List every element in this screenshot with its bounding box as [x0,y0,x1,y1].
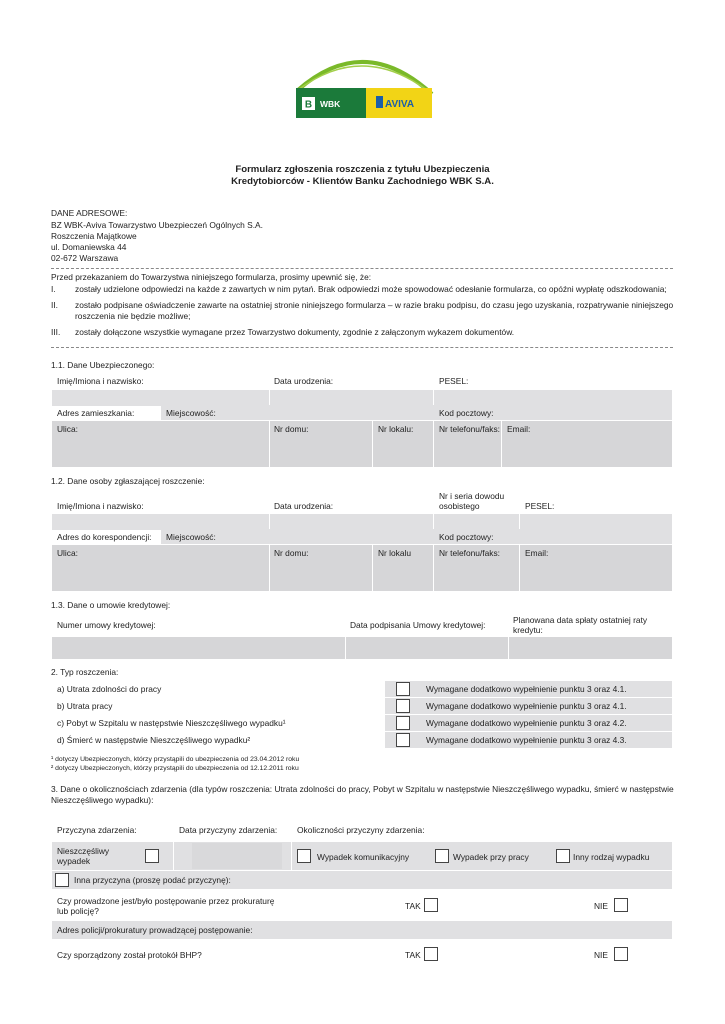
label-planned-date: kredytu: [513,625,543,635]
label-police-question: lub policję? [57,906,99,916]
label-id-number: Nr i seria dowodu [439,491,505,501]
label-work-accident: Wypadek przy pracy [453,852,529,862]
label-no: NIE [594,950,608,960]
intro-item-num: II. [51,300,58,310]
label-cause: Przyczyna zdarzenia: [57,825,137,835]
bhp-yes-checkbox[interactable] [424,947,438,961]
form-title-line2: Kredytobiorców - Klientów Banku Zachodniego WBK S.A. [231,176,494,187]
label-contract-number: Numer umowy kredytowej: [57,620,156,630]
traffic-accident-checkbox[interactable] [297,849,311,863]
label-circumstances: Okoliczności przyczyny zdarzenia: [297,825,425,835]
intro-lead: Przed przekazaniem do Towarzystwa niniejszego formularza, prosimy upewnić się, że: [51,272,372,282]
label-email: Email: [507,424,531,434]
label-dob: Data urodzenia: [274,501,334,511]
claim-type-note: Wymagane dodatkowo wypełnienie punktu 3 oraz 4.1. [426,684,627,694]
claim-type-a-checkbox[interactable] [396,682,410,696]
section-1-3-heading: 1.3. Dane o umowie kredytowej: [51,600,171,610]
claim-type-label: c) Pobyt w Szpitalu w następstwie Nieszczęśliwego wypadku¹ [57,718,286,728]
label-yes: TAK [405,901,421,911]
insured-city-field[interactable] [161,405,672,420]
label-house: Nr domu: [274,548,309,558]
claimant-street-field[interactable] [52,545,672,591]
claimant-city-field[interactable] [161,529,672,544]
section-1-2-heading: 1.2. Dane osoby zgłaszającej roszczenie: [51,476,205,486]
label-phone: Nr telefonu/faks: [439,424,500,434]
intro-item-text: roszczenia nie będzie możliwe; [75,311,191,321]
intro-item-text: zostało podpisane oświadczenie zawarte na ostatniej stronie niniejszego formularza – w razie braku podpisu, do czasu jego uzyskania, rozpatrywanie niniejszego [75,300,674,310]
label-other-cause: Inna przyczyna (proszę podać przyczynę): [74,875,231,885]
company-logo [290,50,438,128]
accident-checkbox[interactable] [145,849,159,863]
claim-type-note: Wymagane dodatkowo wypełnienie punktu 3 oraz 4.2. [426,718,627,728]
label-pesel: PESEL: [525,501,555,511]
label-name: Imię/Imiona i nazwisko: [57,376,144,386]
intro-item-text: zostały dołączone wszystkie wymagane przez Towarzystwo dokumenty, zgodnie z załączonym wykazem dokumentów. [75,327,515,337]
claim-type-c-checkbox[interactable] [396,716,410,730]
address-line: ul. Domaniewska 44 [51,242,127,252]
footnote-1: ¹ dotyczy Ubezpieczonych, którzy przystąpili do ubezpieczenia od 23.04.2012 roku [51,756,300,763]
label-flat: Nr lokalu: [378,424,414,434]
label-street: Ulica: [57,424,78,434]
form-title-line1: Formularz zgłoszenia roszczenia z tytułu Ubezpieczenia [235,164,490,175]
label-planned-date: Planowana data spłaty ostatniej raty [513,615,648,625]
label-accident: wypadek [57,856,91,866]
other-cause-checkbox[interactable] [55,873,69,887]
section-3-heading: Nieszczęśliwego wypadku): [51,795,154,805]
label-bhp-question: Czy sporządzony został protokół BHP? [57,950,202,960]
section-2-heading: 2. Typ roszczenia: [51,667,119,677]
label-postal: Kod pocztowy: [439,532,494,542]
label-address: Adres do korespondencji: [57,532,152,542]
claim-type-label: d) Śmierć w następstwie Nieszczęśliwego wypadku² [57,735,251,745]
label-phone: Nr telefonu/faks: [439,548,500,558]
logo-aviva-text: AVIVA [385,99,415,110]
claim-type-label: b) Utrata pracy [57,701,113,711]
label-house: Nr domu: [274,424,309,434]
bhp-no-checkbox[interactable] [614,947,628,961]
label-dob: Data urodzenia: [274,376,334,386]
section-3-heading: 3. Dane o okolicznościach zdarzenia (dla typów roszczenia: Utrata zdolności do pracy, Pobyt w Szpitalu w następstwie Nieszczęśliwego wypadku, śmierć w następstwie [51,784,674,794]
label-yes: TAK [405,950,421,960]
label-traffic-accident: Wypadek komunikacyjny [317,852,410,862]
label-accident: Nieszczęśliwy [57,846,110,856]
address-line: 02-672 Warszawa [51,253,119,263]
police-no-checkbox[interactable] [614,898,628,912]
intro-item-num: I. [51,284,56,294]
address-heading: DANE ADRESOWE: [51,208,128,218]
insured-name-field[interactable] [52,390,672,406]
svg-text:B: B [304,99,313,111]
divider [51,347,673,348]
address-line: Roszczenia Majątkowe [51,231,137,241]
divider [51,268,673,269]
logo-wbk-text: WBK [320,99,341,109]
police-yes-checkbox[interactable] [424,898,438,912]
label-postal: Kod pocztowy: [439,408,494,418]
address-line: BZ WBK-Aviva Towarzystwo Ubezpieczeń Ogólnych S.A. [51,220,263,230]
claim-type-label: a) Utrata zdolności do pracy [57,684,162,694]
label-cause-date: Data przyczyny zdarzenia: [179,825,278,835]
label-pesel: PESEL: [439,376,469,386]
label-email: Email: [525,548,549,558]
footnote-2: ² dotyczy Ubezpieczonych, którzy przystąpili do ubezpieczenia od 12.12.2011 roku [51,765,299,772]
work-accident-checkbox[interactable] [435,849,449,863]
label-name: Imię/Imiona i nazwisko: [57,501,144,511]
label-street: Ulica: [57,548,78,558]
contract-fields[interactable] [52,637,672,659]
intro-item-text: zostały udzielone odpowiedzi na każde z zawartych w nim pytań. Brak odpowiedzi może spowodować odesłanie formularza, co opóźni wypłatę odszkodowania; [75,284,667,294]
claimant-name-field[interactable] [52,514,672,530]
section-1-1-heading: 1.1. Dane Ubezpieczonego: [51,360,155,370]
other-accident-checkbox[interactable] [556,849,570,863]
label-flat: Nr lokalu [378,548,412,558]
label-police-question: Czy prowadzone jest/było postępowanie przez prokuraturę [57,896,275,906]
claim-type-note: Wymagane dodatkowo wypełnienie punktu 3 oraz 4.3. [426,735,627,745]
label-city: Miejscowość: [166,408,216,418]
claim-type-b-checkbox[interactable] [396,699,410,713]
label-police-address: Adres policji/prokuratury prowadzącej postępowanie: [57,925,253,935]
intro-item-num: III. [51,327,61,337]
label-id-number: osobistego [439,501,480,511]
claim-type-note: Wymagane dodatkowo wypełnienie punktu 3 oraz 4.1. [426,701,627,711]
insured-street-field[interactable] [52,421,672,467]
label-city: Miejscowość: [166,532,216,542]
label-address: Adres zamieszkania: [57,408,135,418]
label-no: NIE [594,901,608,911]
claim-type-d-checkbox[interactable] [396,733,410,747]
accident-date-field[interactable] [192,843,282,869]
label-contract-date: Data podpisania Umowy kredytowej: [350,620,486,630]
label-other-accident: Inny rodzaj wypadku [573,852,650,862]
